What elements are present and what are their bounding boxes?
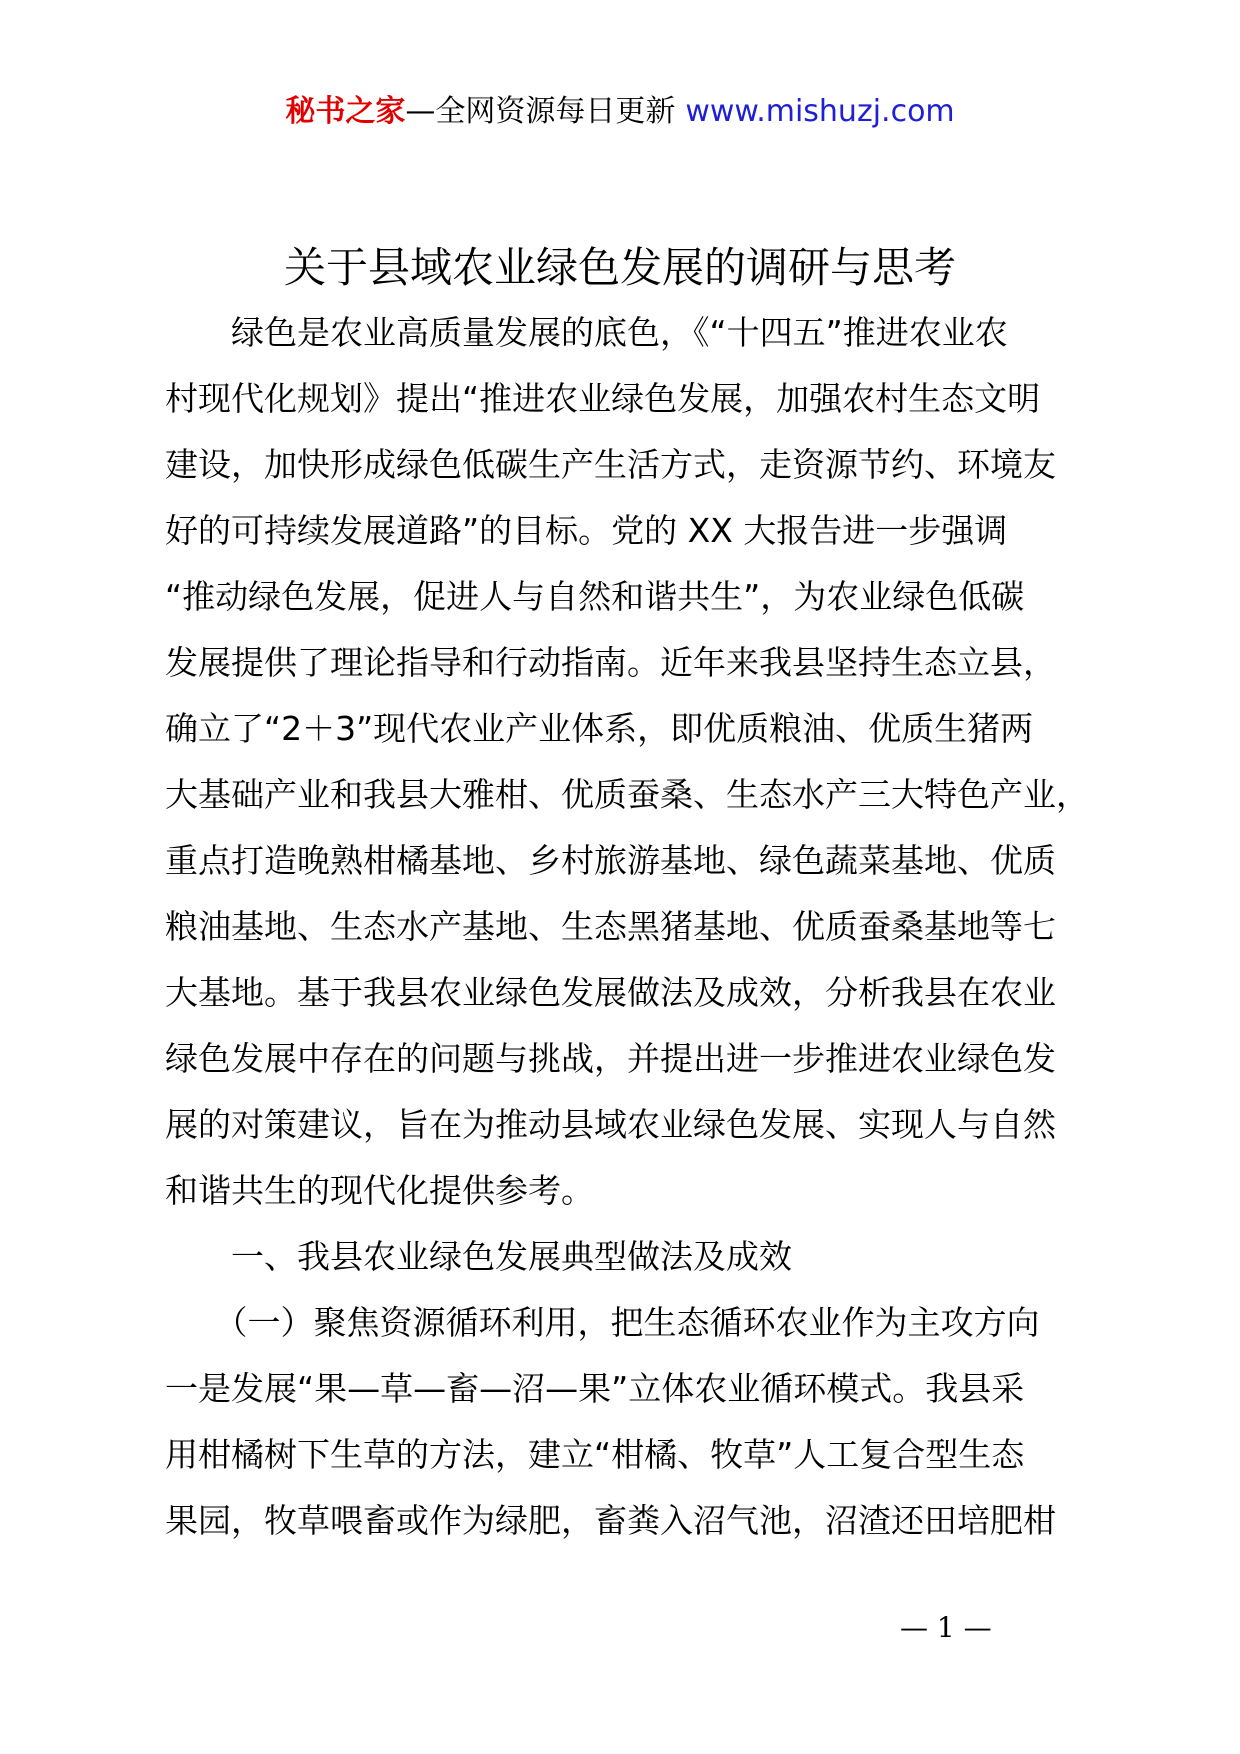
body-line: 绿色发展中存在的问题与挑战，并提出进一步推进农业绿色发 (165, 1039, 1056, 1078)
body-line: 好的可持续发展道路”的目标。党的 XX 大报告进一步强调 (165, 511, 1008, 550)
body-line: 发展提供了理论指导和行动指南。近年来我县坚持生态立县， (165, 643, 1056, 682)
site-brand: 秘书之家 (285, 94, 406, 129)
section-heading: 一、我县农业绿色发展典型做法及成效 (165, 1237, 792, 1276)
body-line: “推动绿色发展，促进人与自然和谐共生”，为农业绿色低碳 (165, 577, 1025, 616)
site-url[interactable]: www.mishuzj.com (685, 94, 955, 129)
body-line: 大基础产业和我县大雅柑、优质蚕桑、生态水产三大特色产业， (165, 775, 1089, 814)
document-title: 关于县域农业绿色发展的调研与思考 (283, 243, 956, 292)
body-line: 用柑橘树下生草的方法，建立“柑橘、牧草”人工复合型生态 (165, 1435, 1025, 1474)
site-header (0, 92, 1240, 132)
body-line: 展的对策建议，旨在为推动县域农业绿色发展、实现人与自然 (165, 1105, 1056, 1144)
body-line: 绿色是农业高质量发展的底色，《“十四五”推进农业农 (165, 313, 1008, 352)
body-line: 大基地。基于我县农业绿色发展做法及成效，分析我县在农业 (165, 973, 1056, 1012)
body-line: 和谐共生的现代化提供参考。 (165, 1171, 594, 1210)
body-line: 粮油基地、生态水产基地、生态黑猪基地、优质蚕桑基地等七 (165, 907, 1056, 946)
site-tagline: —全网资源每日更新 (405, 94, 676, 129)
body-line: 一是发展“果—草—畜—沼—果”立体农业循环模式。我县采 (165, 1369, 1025, 1408)
body-line: 村现代化规划》提出“推进农业绿色发展，加强农村生态文明 (165, 379, 1041, 418)
subsection-heading: （一）聚焦资源循环利用，把生态循环农业作为主攻方向 (165, 1303, 1040, 1342)
body-line: 果园，牧草喂畜或作为绿肥，畜粪入沼气池，沼渣还田培肥柑 (165, 1501, 1056, 1540)
document-body (165, 300, 1095, 1554)
body-line: 建设，加快形成绿色低碳生产生活方式，走资源节约、环境友 (165, 445, 1056, 484)
body-line: 重点打造晚熟柑橘基地、乡村旅游基地、绿色蔬菜基地、优质 (165, 841, 1056, 880)
body-line: 确立了“2＋3”现代农业产业体系，即优质粮油、优质生猪两 (165, 709, 1034, 748)
page-number: — 1 — (900, 1611, 992, 1644)
